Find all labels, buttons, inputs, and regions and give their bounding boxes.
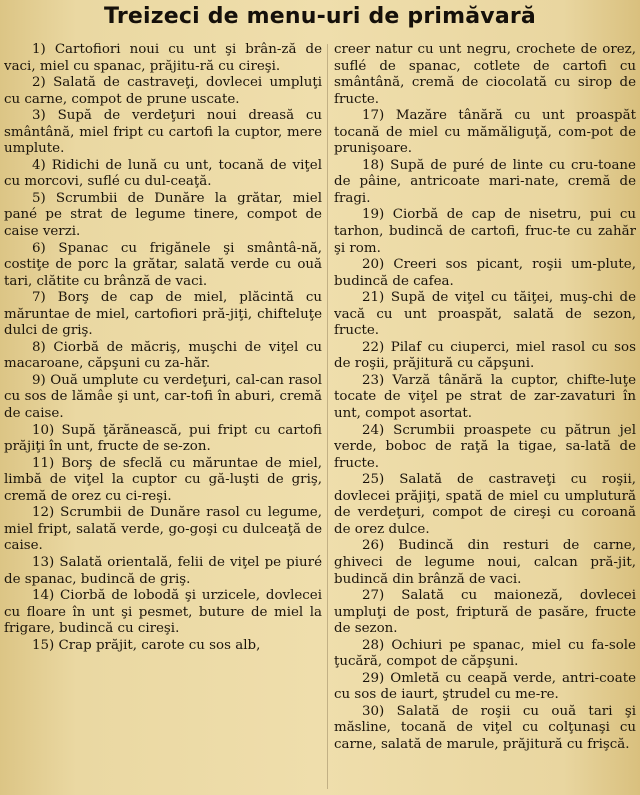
menu-item-number: 29): [362, 670, 385, 686]
menu-item-text: Spanac cu frigănele şi smântâ-nă, costiţe de porc la grătar, salată verde cu ouă tari, clătite cu brânză de vaci.: [4, 240, 322, 289]
menu-item-number: 5): [32, 190, 46, 206]
menu-item: [4, 290, 322, 340]
menu-item: [334, 340, 636, 373]
menu-item: [4, 340, 322, 373]
menu-item-text: Salată de roşii cu ouă tari şi măsline, tocană de viţel cu colţunaşi cu carne, salată de marule, prăjitură cu frişcă.: [334, 703, 636, 752]
menu-item-text: Cartofiori noui cu unt şi brân-ză de vaci, miel cu spanac, prăjitu-ră cu cireşi.: [4, 42, 322, 74]
menu-item-text: Ochiuri pe spanac, miel cu fa-sole ţucără, compot de căpşuni.: [334, 637, 636, 670]
menu-item-number: 8): [32, 339, 46, 355]
menu-item-text: Varză tânără la cuptor, chifte-luţe tocate de viţel pe strat de zar-zavaturi în unt, compot asortat.: [334, 372, 636, 422]
menu-item-number: 6): [32, 240, 46, 256]
menu-item-text: Ridichi de lună cu unt, tocană de viţel cu morcovi, suflé cu dul-ceaţă.: [4, 157, 322, 190]
menu-item: [4, 191, 322, 241]
menu-item: [4, 42, 322, 75]
menu-item-text: Scrumbii proaspete cu pătrun jel verde, boboc de raţă la tigae, sa-lată de fructe.: [334, 422, 636, 471]
menu-item-text: Supă de verdeţuri noui dreasă cu smântână, miel fript cu cartofi la cuptor, mere umplute.: [4, 108, 322, 157]
menu-item: [4, 456, 322, 506]
menu-item: [334, 158, 636, 208]
menu-item-text: Pilaf cu ciuperci, miel rasol cu sos de roşii, prăjitură cu căpşuni.: [334, 339, 636, 372]
menu-item: [334, 538, 636, 588]
menu-item: [334, 257, 636, 290]
menu-item-number: 4): [32, 157, 46, 173]
menu-item: [4, 505, 322, 555]
menu-item-number: 9): [32, 372, 46, 388]
menu-item: [334, 704, 636, 754]
menu-item: [4, 588, 322, 638]
menu-item: [4, 423, 322, 456]
menu-item: [334, 290, 636, 340]
menu-item: [334, 638, 636, 671]
menu-item-number: 1): [32, 42, 46, 57]
menu-item: [334, 423, 636, 473]
menu-item-number: 23): [362, 372, 385, 388]
menu-item-text: Mazăre tânără cu unt proaspăt tocană de miel cu mămăliguţă, com-pot de prunişoare.: [334, 108, 636, 157]
menu-item-number: 15): [32, 637, 55, 653]
menu-item-number: 24): [362, 422, 385, 438]
menu-item-text: Ciorbă de măcriş, muşchi de viţel cu macaroane, căpşuni cu za-hăr.: [4, 339, 322, 372]
menu-item-number: 19): [362, 207, 385, 223]
menu-item: [334, 373, 636, 423]
menu-item-number: 17): [362, 108, 385, 124]
menu-item: [4, 75, 322, 108]
menu-item: [334, 588, 636, 638]
menu-item: [334, 671, 636, 704]
menu-item-text: Salată orientală, felii de viţel pe piuré de spanac, budincă de griş.: [4, 554, 322, 587]
menu-item-text: Borş de cap de miel, plăcintă cu măruntae de miel, cartofiori pră-jiţi, chifteluţe dulci de griş.: [4, 290, 322, 339]
menu-item: [334, 108, 636, 158]
menu-item-number: 27): [362, 588, 385, 604]
menu-item-number: 11): [32, 455, 55, 471]
menu-item-number: 2): [32, 75, 46, 91]
menu-item-number: 28): [362, 637, 385, 653]
menu-item-text: Borş de sfeclă cu măruntae de miel, limbă de viţel la cuptor cu gă-luşti de griş, cremă de orez cu ci-reşi.: [4, 455, 322, 504]
menu-item-number: 18): [362, 157, 385, 173]
menu-item-number: 3): [32, 108, 46, 124]
menu-item-text: Creeri sos picant, roşii um-plute, budincă de cafea.: [334, 257, 636, 289]
menu-item-number: 30): [362, 703, 385, 719]
menu-item: [334, 207, 636, 257]
menu-item-text: Crap prăjit, carote cu sos alb,: [58, 637, 261, 653]
menu-item: [4, 638, 322, 655]
column-divider: [327, 44, 328, 789]
menu-item-number: 22): [362, 339, 385, 355]
menu-item-number: 21): [362, 290, 385, 306]
menu-item-text: Supă ţărănească, pui fript cu cartofi prăjiţi în unt, fructe de se-zon.: [4, 422, 322, 455]
right-column: [334, 42, 636, 792]
menu-item-text: Ciorbă de lobodă şi urzicele, dovlecei cu floare în unt şi pesmet, buture de miel la frigare, budincă cu cireşi.: [4, 588, 322, 637]
page-title: Treizeci de menu-uri de primăvară: [104, 4, 536, 29]
menu-item-number: 13): [32, 554, 55, 570]
menu-item-text: Salată cu maioneză, dovlecei umpluţi de post, friptură de pasăre, fructe de sezon.: [334, 588, 636, 637]
menu-item-number: 26): [362, 538, 385, 554]
left-column: [4, 42, 322, 792]
menu-item: [4, 555, 322, 588]
menu-item-text: Ciorbă de cap de nisetru, pui cu tarhon, budincă de cartofi, fruc-te cu zahăr şi rom.: [334, 207, 636, 256]
menu-item: [4, 373, 322, 423]
menu-item-number: 12): [32, 505, 55, 521]
menu-item-text: Ouă umplute cu verdeţuri, cal-can rasol cu sos de lămâe şi unt, car-tofi în aburi, cremă de caise.: [4, 372, 322, 422]
menu-item-text: Omletă cu ceapă verde, antri-coate cu sos de iaurt, ştrudel cu me-re.: [334, 670, 636, 703]
menu-item-number: 14): [32, 588, 55, 604]
menu-item: [4, 108, 322, 158]
menu-item-text: Scrumbii de Dunăre la grătar, miel pané pe strat de legume tinere, compot de caise verzi.: [4, 190, 322, 240]
menu-item-text: Budincă din resturi de carne, ghiveci de legume noui, calcan pră-jit, budincă din brânză de vaci.: [334, 538, 636, 587]
menu-item-number: 20): [362, 257, 385, 273]
menu-item-text: Salată de castraveţi, dovlecei umpluţi cu carne, compot de prune uscate.: [4, 75, 322, 107]
menu-item: [334, 472, 636, 538]
menu-item-text: Supă de puré de linte cu cru-toane de pâine, antricoate mari-nate, cremă de fragi.: [334, 157, 636, 206]
menu-item-text: Supă de viţel cu tăiţei, muş-chi de vacă cu unt proaspăt, salată de sezon, fructe.: [334, 290, 636, 339]
menu-item-number: 10): [32, 422, 55, 438]
menu-item: [4, 241, 322, 291]
menu-item-continuation: creer natur cu unt negru, crochete de orez, suflé de spanac, cotlete de cartofi cu smântână, cremă de ciocolată cu sirop de fructe.: [334, 42, 636, 107]
menu-item-number: 7): [32, 290, 46, 306]
menu-item: [4, 158, 322, 191]
menu-item-number: 25): [362, 472, 385, 488]
menu-item-text: Salată de castraveţi cu roşii, dovlecei prăjiţi, spată de miel cu umplutură de verdeţuri, compot de cireşi cu coroană de orez dulce.: [334, 472, 636, 537]
menu-item-text: Scrumbii de Dunăre rasol cu legume, miel fript, salată verde, go-goşi cu dulceaţă de caise.: [4, 505, 322, 554]
